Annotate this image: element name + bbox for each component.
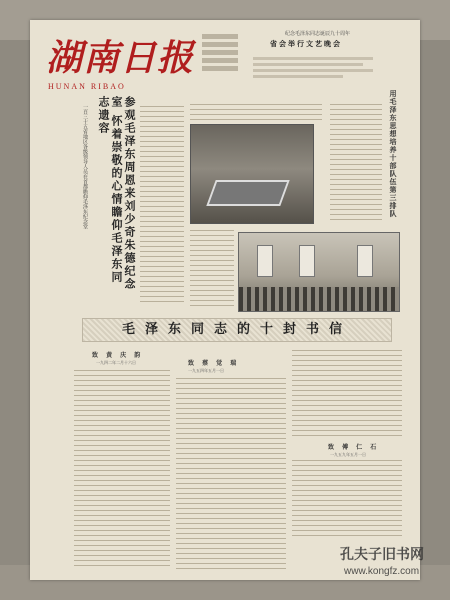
section-date-1: 一九四二年二月十六日 [96,360,136,365]
newspaper-page [30,20,420,580]
main-article-body-2 [190,230,234,308]
top-right-kicker: 纪念毛泽东同志诞辰九十周年 [285,31,351,37]
main-article-body-1 [140,106,184,306]
letters-body-3b [292,460,402,540]
right-column-body [330,104,382,220]
section-date-2: 一九五四年五月一日 [188,368,224,373]
top-right-headline: 省会举行文艺晚会 [270,40,342,48]
letters-body-1 [74,370,170,570]
memorial-room-photo [238,232,400,312]
watermark-logo: 孔夫子旧书网 [340,547,424,563]
left-subheadline: 一百三十五省地区各级领导人员在首都瞻仰毛泽东纪念堂 [82,104,88,229]
watermark-url: www.kongfz.com [344,566,420,577]
letters-body-3a [292,350,402,436]
letters-body-2 [176,378,286,570]
masthead-title: 湖南日报 [46,37,195,79]
photo-caption-block [190,104,322,120]
section-date-3: 一九五九年五月一日 [330,452,366,457]
memorial-hall-photo [190,124,314,224]
section-title-3: 致 傅 仁 石 [328,444,380,451]
issue-info-box [202,34,238,76]
section-title-2: 致 蔡 觉 瑞 [188,360,240,367]
masthead-subtitle: HUNAN RIBAO [48,82,126,91]
banner-title: 毛泽东同志的十封书信 [121,322,352,337]
main-headline: 参观毛泽东周恩来刘少奇朱德纪念室 怀着崇敬的心情瞻仰毛泽东同志遗容 [97,96,136,291]
letters-banner [82,318,392,342]
top-right-article [245,30,415,81]
section-title-1: 致 黄 庆 韵 [92,352,144,359]
right-column-headline: 用毛泽东思想培养十部队伍第三排队 [389,90,397,218]
